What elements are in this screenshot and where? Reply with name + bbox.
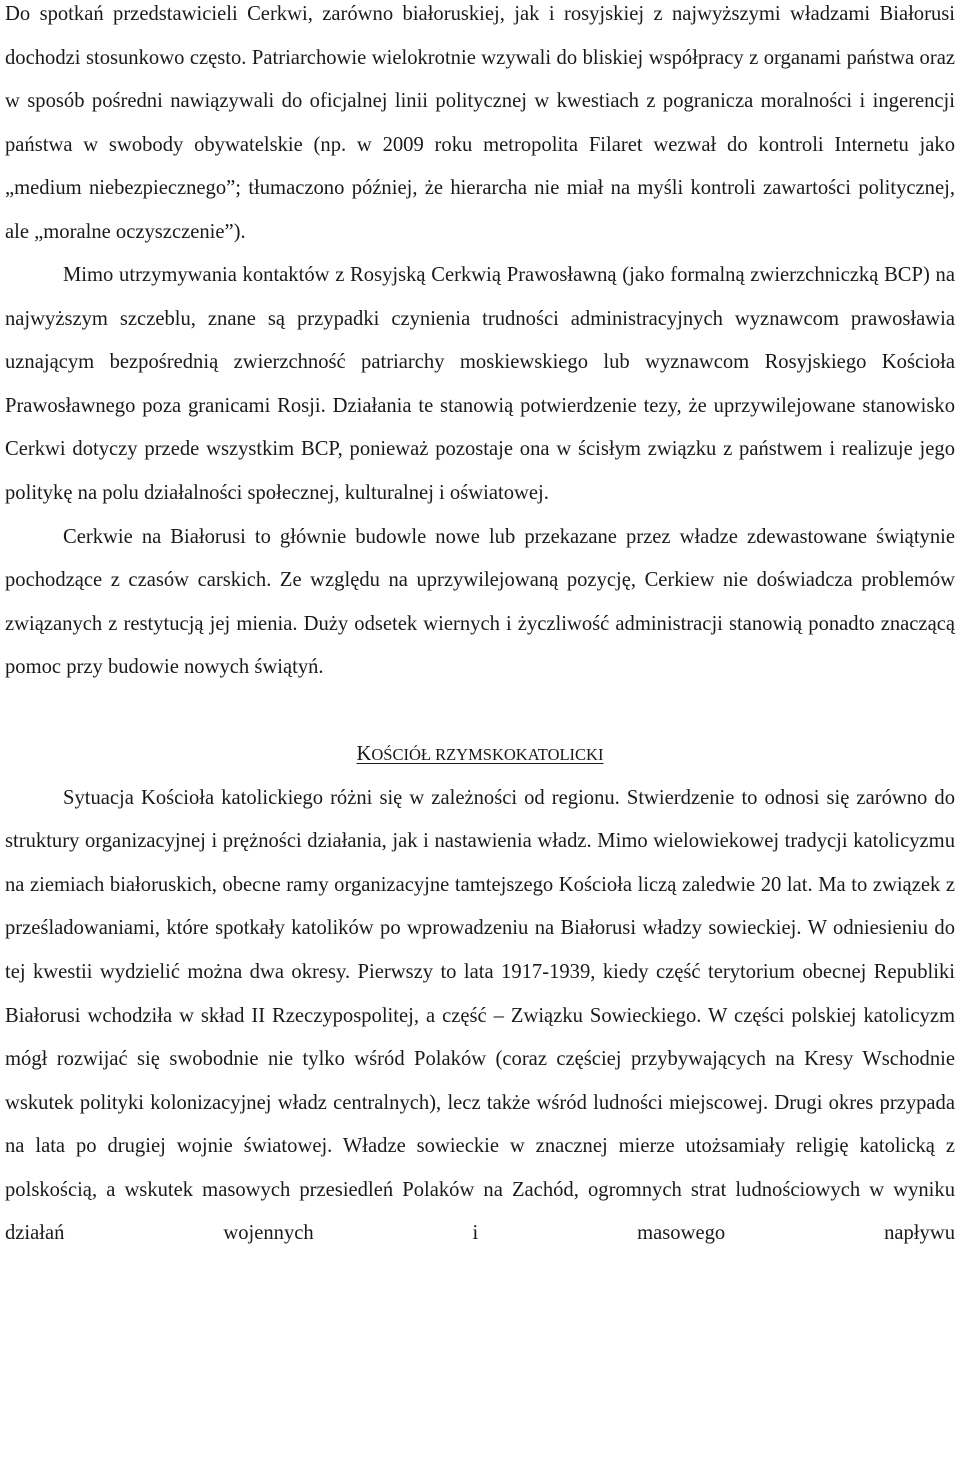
paragraph-kosciol-katolicki: Sytuacja Kościoła katolickiego różni się w zależności od regionu. Stwierdzenie to odnosi się zarówno do struktury organizacyjnej i prężności działania, jak i nastawienia władz. Mimo wielowiekowej tradycji katolicyzmu na ziemiach białoruskich, obecne ramy organizacyjne tamtejszego Kościoła liczą zaledwie 20 lat. Ma to związek z prześladowaniami, które spotkały katolików po wprowadzeniu na Białorusi władzy sowieckiej. W odniesieniu do tej kwestii wydzielić można dwa okresy. Pierwszy to lata 1917-1939, kiedy część terytorium obecnej Republiki Białorusi wchodziła w skład II Rzeczypospolitej, a część – Związku Sowieckiego. W części polskiej katolicyzm mógł rozwijać się swobodnie nie tylko wśród Polaków (coraz częściej przybywających na Kresy Wschodnie wskutek polityki kolonizacyjnej władz centralnych), lecz także wśród ludności miejscowej. Drugi okres przypada na lata po drugiej wojnie światowej. Władze sowieckie w znacznej mierze utożsamiały religię katolicką z polskością, a wskutek masowych przesiedleń Polaków na Zachód, ogromnych strat ludnościowych w wyniku działań wojennych i masowego napływu — [5, 786, 955, 1245]
paragraph-church-meetings: Do spotkań przedstawicieli Cerkwi, zarówno białoruskiej, jak i rosyjskiej z najwyższymi władzami Białorusi dochodzi stosunkowo często. Patriarchowie wielokrotnie wzywali do bliskiej współpracy z organami państwa oraz w sposób pośredni nawiązywali do oficjalnej linii politycznej w kwestiach z pogranicza moralności i ingerencji państwa w swobody obywatelskie (np. w 2009 roku metropolita Filaret wezwał do kontroli Internetu jako „medium niebezpiecznego”; tłumaczono później, że hierarcha nie miał na myśli kontroli zawartości politycznej, ale „moralne oczyszczenie”). — [5, 3, 955, 243]
section-heading — [5, 733, 955, 777]
section-heading-initial: K — [356, 743, 372, 766]
paragraph-contacts-rosyjska-cerkiew: Mimo utrzymywania kontaktów z Rosyjską Cerkwią Prawosławną (jako formalną zwierzchniczką BCP) na najwyższym szczeblu, znane są przypadki czynienia trudności administracyjnych wyznawcom prawosławia uznającym bezpośrednią zwierzchność patriarchy moskiewskiego lub wyznawcom Rosyjskiego Kościoła Prawosławnego poza granicami Rosji. Działania te stanowią potwierdzenie tezy, że uprzywilejowane stanowisko Cerkwi dotyczy przede wszystkim BCP, ponieważ pozostaje ona w ścisłym związku z państwem i realizuje jego politykę na polu działalności społecznej, kulturalnej i oświatowej. — [5, 264, 955, 505]
document-page — [5, 0, 955, 1256]
section-heading-rest: OŚCIÓŁ RZYMSKOKATOLICKI — [371, 745, 604, 765]
section-spacer — [5, 690, 955, 734]
paragraph-cerkwie-na-bialorusi: Cerkwie na Białorusi to głównie budowle nowe lub przekazane przez władze zdewastowane świątynie pochodzące z czasów carskich. Ze względu na uprzywilejowaną pozycję, Cerkiew nie doświadcza problemów związanych z restytucją jej mienia. Duży odsetek wiernych i życzliwość administracji stanowią ponadto znaczącą pomoc przy budowie nowych świątyń. — [5, 525, 955, 679]
